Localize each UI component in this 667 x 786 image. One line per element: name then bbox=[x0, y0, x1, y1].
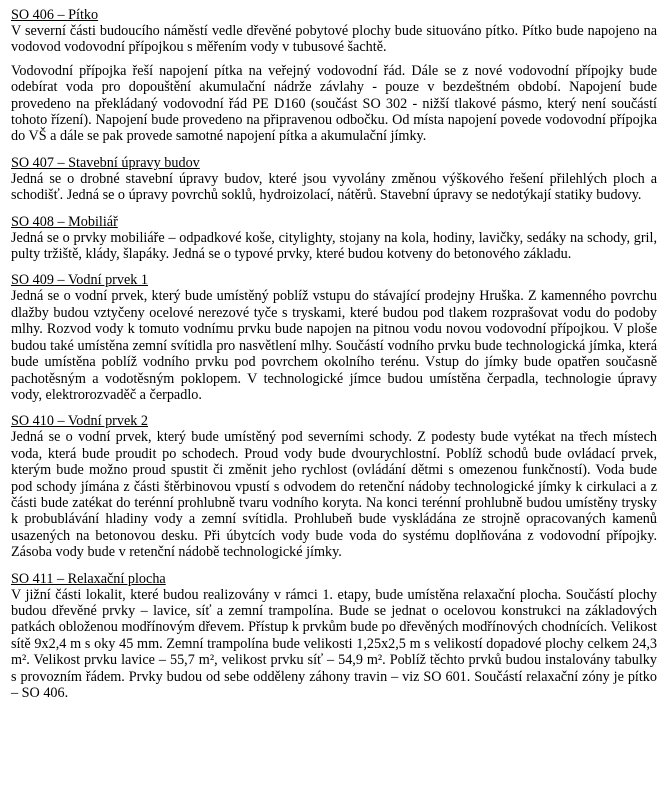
section-heading: SO 410 – Vodní prvek 2 bbox=[11, 413, 149, 430]
section-heading: SO 408 – Mobiliář bbox=[11, 213, 118, 230]
section-so-409 bbox=[11, 272, 657, 403]
section-paragraph: Jedná se o vodní prvek, který bude umístěný pod severními schody. Z podesty bude vytékat na třech místech voda, která bude proudit po schodech. Proud vody bude dvourychlostní. Poblíž schodů bude ovládací prvek, kterým bude možno proud spustit či změnit jeho rychlost (ovládání dětmi s omezenou funkčností). Voda bude pod schody jímána z části štěrbinovou vpustí s odvodem do retenční nádoby technologické jímky k cirkulaci a z části bude zatékat do terénní prohlubně tvaru vodního koryta. Na konci terénní prohlubně budou umístěny trysky k probublávání hladiny vody a zemní svítidla. Prohlubeň bude vyskládána ze strojně opracovaných kamenů usazených na betonovou desku. Při úbytcích vody bude voda do systému doplňována z vodovodní přípojky. Zásoba vody bude v retenční nádobě technologické jímky. bbox=[11, 429, 657, 561]
section-heading: SO 406 – Pítko bbox=[11, 7, 99, 23]
section-paragraph: V jižní části lokalit, které budou realizovány v rámci 1. etapy, bude umístěna relaxační plocha. Součástí plochy budou dřevěné prvky – lavice, síť a zemní trampolína. Bude se jednat o ocelovou konstrukci na základových patkách obloženou modřínovým dřevem. Přístup k prvkům bude po dřevěných modřínových chodnících. Velikost sítě 9x2,4 m s oky 45 mm. Zemní trampolína bude velikosti 1,25x2,5 m s velikostí dopadové plochy celkem 24,3 m². Velikost prvku lavice – 55,7 m², velikost prvku síť – 54,9 m². Poblíž těchto prvků budou instalovány tabulky s provozním řádem. Prvky budou od sebe odděleny záhony travin – viz SO 601. Součástí relaxační zóny je pítko – SO 406. bbox=[11, 586, 657, 701]
section-heading: SO 411 – Relaxační plocha bbox=[11, 570, 166, 587]
section-so-411 bbox=[11, 571, 657, 702]
section-paragraph: Vodovodní přípojka řeší napojení pítka na veřejný vodovodní řád. Dále se z nové vodovodní přípojky bude odebírat voda pro dopouštění akumulační nádrže závlahy - pouze v bezdeštném období. Napojení bude provedeno na překládaný vodovodní řád PE D160 (součást SO 302 - nižší tlakové pásmo, který není součástí tohoto řízení). Napojení bude provedeno na připravenou odbočku. Od místa napojení povede vodovodní přípojka do VŠ a dále se pak provede samotné napojení pítka a akumulační jímky. bbox=[11, 62, 657, 145]
section-so-408 bbox=[11, 214, 657, 263]
section-paragraph: Jedná se o drobné stavební úpravy budov, které jsou vyvolány změnou výškového řešení přilehlých ploch a schodišť. Jedná se o úpravy povrchů soklů, hydroizolací, nátěrů. Stavební úpravy se nedotýkají statiky budovy. bbox=[11, 170, 657, 204]
section-paragraph: Jedná se o prvky mobiliáře – odpadkové koše, citylighty, stojany na kola, hodiny, lavičky, sedáky na schody, gril, pulty tržiště, klády, šlapáky. Jedná se o typové prvky, které budou kotveny do betonového základu. bbox=[11, 229, 657, 263]
section-so-410 bbox=[11, 413, 657, 560]
section-paragraph: V severní části budoucího náměstí vedle dřevěné pobytové plochy bude situováno pítko. Pítko bude napojeno na vodovod vodovodní přípojkou s měřením vody v tubusové šachtě. bbox=[11, 23, 657, 56]
section-so-406 bbox=[11, 7, 657, 145]
section-heading: SO 407 – Stavební úpravy budov bbox=[11, 154, 200, 171]
section-so-407 bbox=[11, 155, 657, 204]
section-paragraph: Jedná se o vodní prvek, který bude umístěný poblíž vstupu do stávající prodejny Hruška. Z kamenného povrchu dlažby budou vztyčeny ocelové nerezové tyče s tryskami, které budou pod tlakem rozprašovat vodu do podoby mlhy. Rozvod vody k tomuto vodnímu prvku bude napojen na pitnou vodu novou vodovodní přípojkou. V ploše budou také umístěna zemní svítidla pro nasvětlení mlhy. Součástí vodního prvku bude technologická jímka, která bude umístěna poblíž vodního prvku pod povrchem okolního terénu. Vstup do jímky bude opatřen současně pachotěsným a vodotěsným poklopem. V technologické jímce budou umístěna čerpadla, technologie úpravy vody, elektrorozvaděč a čerpadlo. bbox=[11, 288, 657, 403]
section-heading: SO 409 – Vodní prvek 1 bbox=[11, 272, 149, 289]
